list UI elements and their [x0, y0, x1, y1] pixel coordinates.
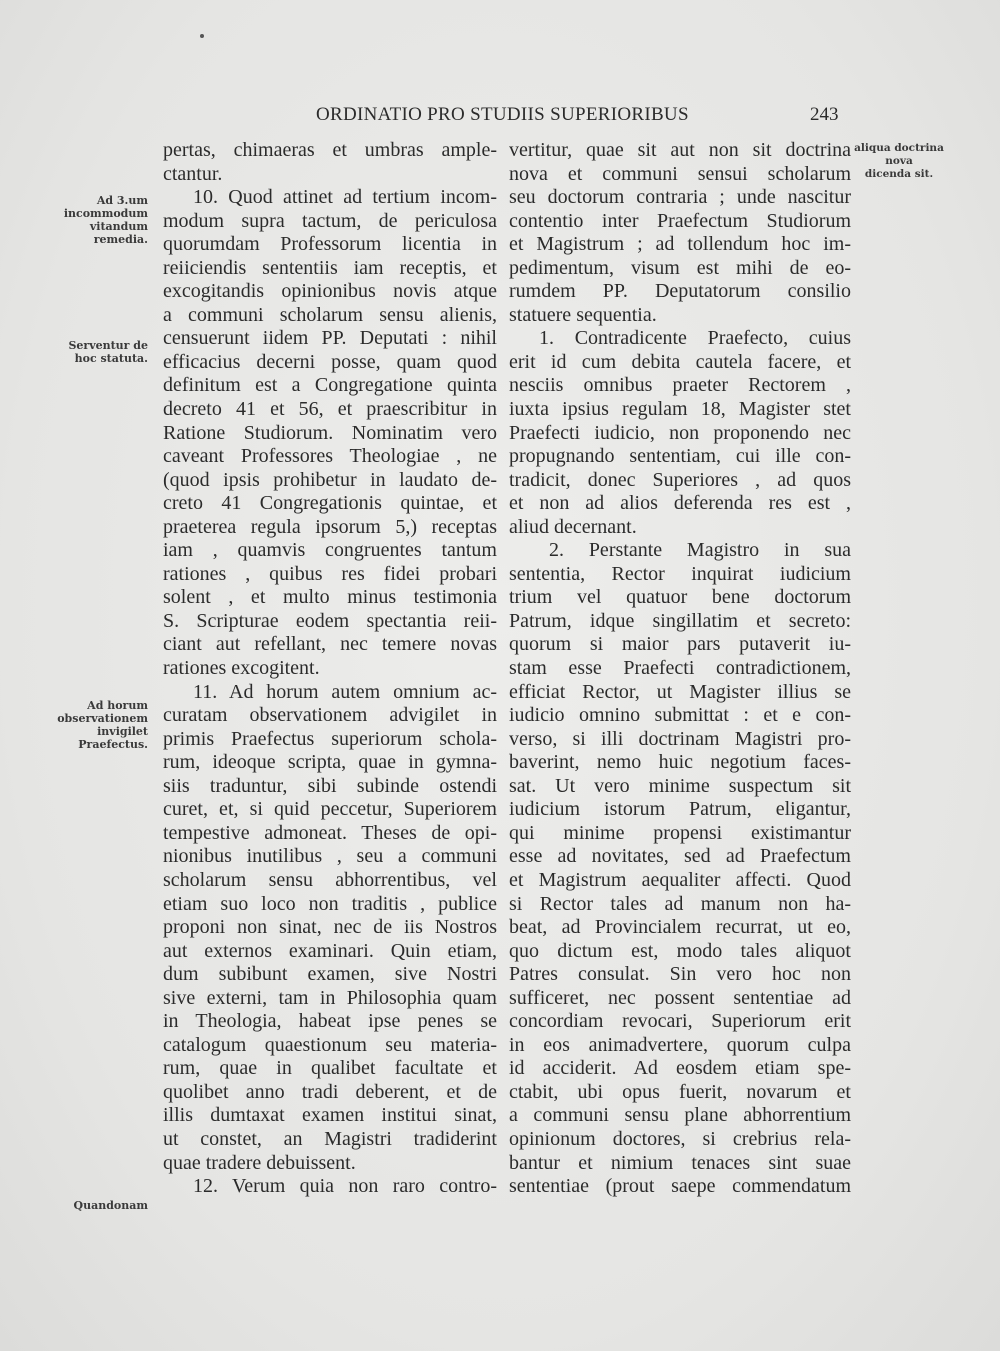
text-line: praeterea regula ipsorum 5,) receptas	[163, 515, 497, 538]
text-line: contentio inter Praefectum Studiorum	[509, 209, 851, 232]
text-line: a communi scholarum sensu alienis,	[163, 303, 497, 326]
text-line: tempestive admoneat. Theses de opi-	[163, 821, 497, 844]
text-line: nionibus inutilibus , seu a communi	[163, 845, 497, 868]
text-line: caveant Professores Theologiae , ne	[163, 445, 497, 468]
text-line: reiiciendis sententiis iam receptis, et	[163, 256, 497, 279]
text-line: Patres consulat. Sin vero hoc non	[509, 963, 851, 986]
text-line: S. Scripturae eodem spectantia reii-	[163, 609, 497, 632]
text-line: primis Praefectus superiorum schola-	[163, 727, 497, 750]
text-line: curatam observationem advigilet in	[163, 704, 497, 727]
text-line: ut constet, an Magistri tradiderint	[163, 1127, 497, 1150]
margin-note-quandonam	[50, 1199, 148, 1212]
text-line: 11. Ad horum autem omnium ac-	[193, 680, 497, 703]
text-line: nesciis omnibus praeter Rectorem ,	[509, 374, 851, 397]
text-line: censuerunt iidem PP. Deputati : nihil	[163, 327, 497, 350]
margin-note-praefectus	[50, 699, 148, 751]
margin-note-line: observationem	[57, 712, 148, 725]
text-line: iuxta ipsius regulam 18, Magister stet	[509, 398, 851, 421]
text-line: in eos animadvertere, quorum culpa	[509, 1033, 851, 1056]
text-line: scholarum sensu abhorrentibus, vel	[163, 868, 497, 891]
margin-note-line: vitandum	[89, 220, 148, 233]
text-line: tradicit, donec Superiores , ad quos	[509, 468, 851, 491]
text-line: nova et communi sensui scholarum	[509, 162, 851, 185]
text-line: propugnando sententiam, cui ille con-	[509, 445, 851, 468]
text-line: proponi non sinat, nec de iis Nostros	[163, 916, 497, 939]
margin-note-line: Ad horum	[87, 699, 148, 712]
text-line: qui minime propensi existimantur	[509, 821, 851, 844]
text-line: et Magistrum aequaliter affecti. Quod	[509, 868, 851, 891]
text-line: decreto 41 et 56, et praescribitur in	[163, 398, 497, 421]
margin-note-line: incommodum	[63, 207, 148, 220]
text-line: siis traduntur, sibi subinde ostendi	[163, 774, 497, 797]
margin-note-line: hoc statuta.	[74, 352, 148, 365]
text-line: definitum est a Congregatione quinta	[163, 374, 497, 397]
text-line: a communi sensu plane abhorrentium	[509, 1104, 851, 1127]
text-line: rum, quae in qualibet facultate et	[163, 1057, 497, 1080]
text-line: ctantur.	[163, 162, 223, 185]
text-line: etiam suo loco non traditis , publice	[163, 892, 497, 915]
text-line: modum supra tactum, de periculosa	[163, 209, 497, 232]
text-line: 10. Quod attinet ad tertium incom-	[193, 186, 497, 209]
margin-note-line: remedia.	[93, 233, 148, 246]
text-line: Ratione Studiorum. Nominatim vero	[163, 421, 497, 444]
text-line: rationes excogitent.	[163, 657, 320, 680]
text-line: curet, et, si quid peccetur, Superiorem	[163, 798, 497, 821]
text-line: id acciderit. Ad eosdem etiam spe-	[509, 1057, 851, 1080]
text-line: catalogum quaestionum seu materia-	[163, 1033, 497, 1056]
margin-note-line: dicenda sit.	[864, 168, 934, 180]
text-line: quae tradere debuissent.	[163, 1151, 356, 1174]
text-line: 2. Perstante Magistro in sua	[549, 539, 851, 562]
text-line: vertitur, quae sit aut non sit doctrina	[509, 139, 851, 161]
text-line: trium vel quatuor bene doctorum	[509, 586, 851, 609]
text-line: rum, ideoque scripta, quae in gymna-	[163, 751, 497, 774]
page-number: 243	[810, 104, 839, 125]
text-line: in Theologia, habeat ipse penes se	[163, 1010, 497, 1033]
text-line: 12. Verum quia non raro contro-	[193, 1175, 497, 1198]
text-line: ciant aut refellant, nec temere novas	[163, 633, 497, 656]
ink-speck	[200, 34, 204, 38]
margin-note-remedia	[50, 194, 148, 246]
text-line: opinionum doctores, si crebrius rela-	[509, 1127, 851, 1150]
text-line: quorum si maior pars putaverit iu-	[509, 633, 851, 656]
text-line: bantur et nimium tenaces sint suae	[509, 1151, 851, 1174]
text-line: solent , et multo minus testimonia	[163, 586, 497, 609]
text-line: sufficeret, nec possent sententiae ad	[509, 986, 851, 1009]
text-line: beat, ad Provincialem recurrat, ut eo,	[509, 916, 851, 939]
text-line: efficacius decerni posse, quam quod	[163, 350, 497, 373]
text-line: creto 41 Congregationis quintae, et	[163, 492, 497, 515]
text-line: sententiae (prout saepe commendatum	[509, 1175, 851, 1198]
right-text-column	[509, 139, 851, 1199]
margin-note-line: Ad 3.um	[96, 194, 148, 207]
text-line: rationes , quibus res fidei probari	[163, 562, 497, 585]
margin-note-line: nova	[885, 155, 913, 167]
text-line: quorumdam Professorum licentia in	[163, 233, 497, 256]
margin-note-line: Quandonam	[73, 1199, 148, 1212]
text-line: illis dumtaxat examen institui sinat,	[163, 1104, 497, 1127]
text-line: sat. Ut vero minime suspectum sit	[509, 774, 851, 797]
text-line: excogitandis opinionibus novis atque	[163, 280, 497, 303]
margin-note-line: invigilet	[97, 725, 148, 738]
text-line: aut externos examinari. Quin etiam,	[163, 939, 497, 962]
margin-note-doctrina	[843, 142, 955, 181]
text-line: quo dictum est, modo tales aliquot	[509, 939, 851, 962]
margin-note-line: aliqua doctrina	[854, 142, 944, 154]
text-line: baverint, nemo huic negotium faces-	[509, 751, 851, 774]
text-line: iam , quamvis congruentes tantum	[163, 539, 497, 562]
left-text-column	[163, 139, 497, 1199]
text-line: Patrum, idque singillatim et secreto:	[509, 609, 851, 632]
text-line: esse ad novitates, sed ad Praefectum	[509, 845, 851, 868]
text-line: sive externi, tam in Philosophia quam	[163, 986, 497, 1009]
margin-note-line: Serventur de	[68, 339, 148, 352]
text-line: rumdem PP. Deputatorum consilio	[509, 280, 851, 303]
text-line: sententia, Rector inquirat iudicium	[509, 562, 851, 585]
text-line: stam esse Praefecti contradictionem,	[509, 657, 851, 680]
margin-note-statuta	[50, 339, 148, 365]
text-line: ctabit, ubi opus fuerit, novarum et	[509, 1080, 851, 1103]
text-line: 1. Contradicente Praefecto, cuius	[539, 327, 851, 350]
text-line: si Rector tales ad manum non ha-	[509, 892, 851, 915]
text-line: verso, si illi doctrinam Magistri pro-	[509, 727, 851, 750]
text-line: pedimentum, visum est mihi de eo-	[509, 256, 851, 279]
text-line: quolibet anno tradi deberent, et de	[163, 1080, 497, 1103]
text-line: statuere sequentia.	[509, 303, 657, 326]
text-line: concordiam revocari, Superiorum erit	[509, 1010, 851, 1033]
text-line: efficiat Rector, ut Magister illius se	[509, 680, 851, 703]
running-header: ORDINATIO PRO STUDIIS SUPERIORIBUS	[316, 104, 689, 125]
text-line: erit id cum debita cautela facere, et	[509, 350, 851, 373]
text-line: iudicium istorum Patrum, eligantur,	[509, 798, 851, 821]
text-line: Praefecti iudicio, non proponendo nec	[509, 421, 851, 444]
text-line: aliud decernant.	[509, 515, 637, 538]
text-line: dum subibunt examen, sive Nostri	[163, 963, 497, 986]
margin-note-line: Praefectus.	[78, 738, 148, 751]
text-line: pertas, chimaeras et umbras ample-	[163, 139, 497, 161]
text-line: iudicio omnino submittat : et e con-	[509, 704, 851, 727]
text-line: seu doctorum contraria ; unde nascitur	[509, 186, 851, 209]
text-line: et non ad alios deferenda res est ,	[509, 492, 851, 515]
text-line: (quod ipsis prohibetur in laudato de-	[163, 468, 497, 491]
text-line: et Magistrum ; ad tollendum hoc im-	[509, 233, 851, 256]
